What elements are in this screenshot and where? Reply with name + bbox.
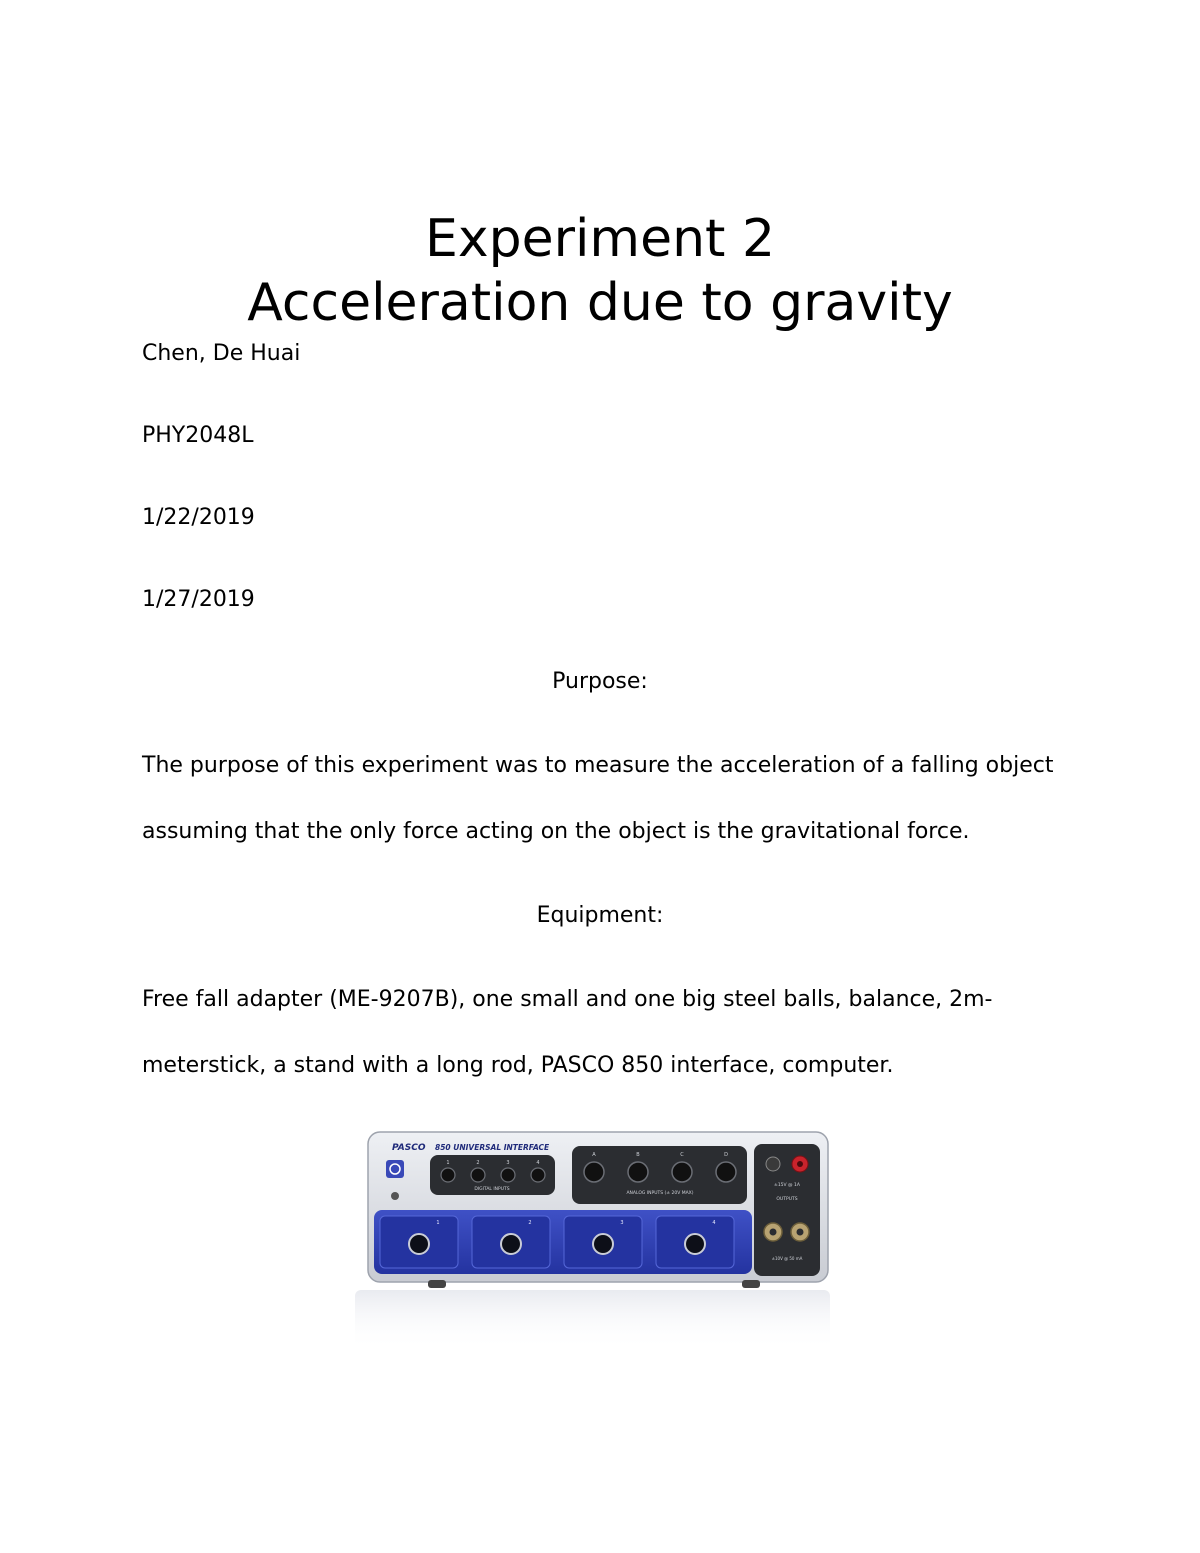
power-icon [386,1160,404,1178]
photo-reflection [355,1290,830,1350]
purpose-text-line-2: assuming that the only force acting on the object is the gravitational force. [142,819,970,844]
analog-port-icon [716,1162,736,1182]
model-label: 850 UNIVERSAL INTERFACE [435,1143,550,1152]
status-led-icon [391,1192,399,1200]
pasport-port-icon [409,1234,429,1254]
pasco-850-interface-photo [340,1120,850,1360]
pasport-port-label: 4 [712,1220,716,1226]
device-foot [428,1280,446,1288]
ground-jack-icon [766,1157,780,1171]
equipment-heading: Equipment: [536,903,664,928]
purpose-text-line-1: The purpose of this experiment was to measure the acceleration of a falling object [142,753,1054,778]
output-spec-1: ±15V @ 1A [774,1183,800,1188]
date-submitted: 1/27/2019 [142,587,255,612]
analog-port-icon [584,1162,604,1182]
digital-port-icon [501,1168,515,1182]
outputs-label: OUTPUTS [776,1197,798,1202]
digital-port-icon [471,1168,485,1182]
analog-inputs-label: ANALOG INPUTS (± 20V MAX) [626,1191,694,1196]
device-foot [742,1280,760,1288]
pasport-port-label: 1 [436,1220,440,1226]
author-name: Chen, De Huai [142,341,301,366]
analog-port-icon [628,1162,648,1182]
title-line-2: Acceleration due to gravity [247,273,953,333]
analog-port-label: C [680,1152,684,1158]
pasport-port-icon [685,1234,705,1254]
analog-port-label: B [636,1152,640,1158]
analog-port-label: D [724,1152,728,1158]
digital-port-label: 1 [446,1160,450,1166]
title-line-1: Experiment 2 [424,209,776,269]
pasport-port-label: 2 [528,1220,532,1226]
digital-inputs-label: DIGITAL INPUTS [474,1187,510,1192]
digital-port-label: 2 [476,1160,480,1166]
purpose-heading: Purpose: [552,669,648,694]
pasport-port-icon [593,1234,613,1254]
output-spec-2: ±10V @ 50 mA [771,1256,803,1261]
analog-port-label: A [592,1152,596,1158]
equipment-text-line-2: meterstick, a stand with a long rod, PASCO 850 interface, computer. [142,1053,894,1078]
analog-port-icon [672,1162,692,1182]
digital-port-icon [531,1168,545,1182]
equipment-text-line-1: Free fall adapter (ME-9207B), one small and one big steel balls, balance, 2m- [142,987,993,1012]
pasport-port-label: 3 [620,1220,624,1226]
digital-port-label: 4 [536,1160,540,1166]
digital-port-label: 3 [506,1160,510,1166]
brand-label: PASCO [392,1143,426,1153]
course-code: PHY2048L [142,423,254,448]
date-performed: 1/22/2019 [142,505,255,530]
digital-port-icon [441,1168,455,1182]
pasport-port-icon [501,1234,521,1254]
